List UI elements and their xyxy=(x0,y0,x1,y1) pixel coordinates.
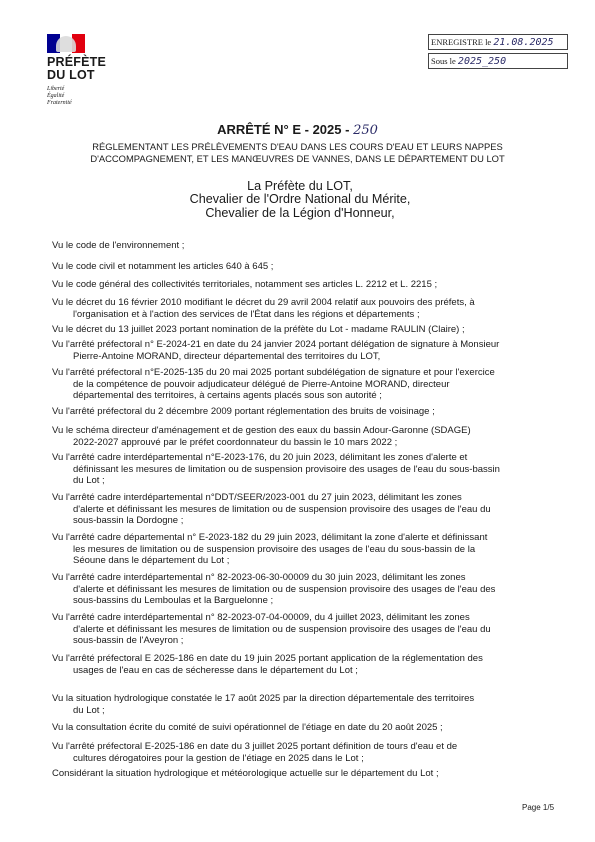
prefecture-name xyxy=(47,56,106,82)
visa-line: d'alerte et définissant les mesures de limitation ou de suspension provisoire des usages de l'eau des xyxy=(73,583,496,595)
visa-item xyxy=(52,492,557,527)
stamp-date: 21.08.2025 xyxy=(493,37,554,48)
registration-stamp xyxy=(428,34,568,69)
visa-line: Vu l'arrêté cadre interdépartemental n°E-2023-176, du 20 juin 2023, délimitant les zones d'alerte et xyxy=(52,452,468,463)
visa-item xyxy=(52,425,557,448)
visa-item xyxy=(52,367,557,402)
prefecture-logo xyxy=(47,34,106,107)
visa-item xyxy=(52,653,557,676)
visa-line: Vu le code général des collectivités territoriales, notamment ses articles L. 2212 et L. 2215 ; xyxy=(52,279,438,290)
decree-subtitle: RÉGLEMENTANT LES PRÉLÈVEMENTS D'EAU DANS LES COURS D'EAU ET LEURS NAPPES D'ACCOMPAGNEMENT, ET LES MANŒUVRES DE VANNES, DANS LE DÉPARTEMENT DU LOT xyxy=(90,141,505,164)
visa-item xyxy=(52,339,557,362)
visa-item xyxy=(52,612,557,647)
motto xyxy=(47,86,106,107)
visa-line: Vu l'arrêté cadre interdépartemental n° 82-2023-07-04-00009, du 4 juillet 2023, délimitant les zones xyxy=(52,612,470,623)
visa-line: sous-bassin la Dordogne ; xyxy=(73,515,184,527)
visa-line: Vu l'arrêté préfectoral E 2025-186 en date du 19 juin 2025 portant application de la réglementation des xyxy=(52,653,483,664)
visa-line: sous-bassin de l'Aveyron ; xyxy=(73,635,184,647)
visa-line: Vu le décret du 16 février 2010 modifiant le décret du 29 avril 2004 relatif aux pouvoirs des préfets, à xyxy=(52,297,475,308)
stamp-number: Sous le 2025_250 xyxy=(428,53,568,69)
visa-line: Vu le code de l'environnement ; xyxy=(52,240,185,251)
visa-line: d'alerte et définissant les mesures de limitation ou de suspension provisoire des usages de l'eau du xyxy=(73,503,491,515)
visa-line: cultures dérogatoires pour la gestion de l'étiage en 2025 dans le Lot ; xyxy=(73,752,364,764)
visa-line: Vu le code civil et notamment les articles 640 à 645 ; xyxy=(52,261,274,272)
prefecture-line1: PRÉFÈTE xyxy=(47,55,107,69)
motto-line: Égalité xyxy=(47,93,65,99)
visa-line: Vu l'arrêté cadre interdépartemental n°DDT/SEER/2023-001 du 27 juin 2023, délimitant les zones xyxy=(52,492,462,503)
visa-item xyxy=(52,572,557,607)
visa-line: Vu la consultation écrite du comité de suivi opérationnel de l'étiage en date du 20 août 2025 ; xyxy=(52,722,443,733)
visa-line: 2022-2027 approuvé par le préfet coordonnateur du bassin le 10 mars 2022 ; xyxy=(73,436,398,448)
motto-line: Fraternité xyxy=(47,100,72,106)
visa-line: de la compétence de pouvoir adjudicateur délégué de Pierre-Antoine MORAND, directeur xyxy=(73,378,450,390)
visa-line: définissant les mesures de limitation ou de suspension provisoire des usages de l'eau du sous-bassin xyxy=(73,463,500,475)
visa-item xyxy=(52,406,557,418)
page-number: Page 1/5 xyxy=(522,803,555,812)
stamp-registered: ENREGISTRE le 21.08.2025 xyxy=(428,34,568,50)
visa-item xyxy=(52,297,557,320)
visa-line: les mesures de limitation ou de suspension provisoire des usages de l'eau du sous-bassin de la xyxy=(73,543,476,555)
visa-item xyxy=(52,324,557,336)
visa-line: Vu l'arrêté préfectoral du 2 décembre 2009 portant réglementation des bruits de voisinage ; xyxy=(52,406,435,417)
visa-line: Séoune dans le département du Lot ; xyxy=(73,555,230,567)
visa-item xyxy=(52,693,557,716)
visa-line: Vu l'arrêté cadre interdépartemental n° 82-2023-06-30-00009 du 30 juin 2023, délimitant les zones xyxy=(52,572,466,583)
visa-line: Vu l'arrêté préfectoral n°E-2025-135 du 20 mai 2025 portant subdélégation de signature et pour l'exercice xyxy=(52,367,495,378)
visa-line: d'alerte et définissant les mesures de limitation ou de suspension provisoire des usages de l'eau du xyxy=(73,623,491,635)
visa-item xyxy=(52,532,557,567)
visa-line: Vu l'arrêté cadre départemental n° E-2023-182 du 29 juin 2023, délimitant la zone d'alerte et définissant xyxy=(52,532,488,543)
visa-line: Considérant la situation hydrologique et météorologique actuelle sur le département du Lot ; xyxy=(52,768,439,779)
visa-item xyxy=(52,722,557,734)
visa-line: Vu l'arrêté préfectoral E-2025-186 en date du 3 juillet 2025 portant définition de tours d'eau et de xyxy=(52,741,458,752)
stamp-number-value: 2025_250 xyxy=(457,56,507,67)
visa-item xyxy=(52,768,557,780)
visa-line: départemental des territoires, à certains agents placés sous son autorité ; xyxy=(73,390,382,402)
prefecture-line2: DU LOT xyxy=(47,68,95,82)
visa-line: du Lot ; xyxy=(73,704,105,716)
authority-block: La Préfète du LOT, Chevalier de l'Ordre National du Mérite, Chevalier de la Légion d'Honneur, xyxy=(189,179,411,220)
visa-item xyxy=(52,279,557,291)
visa-line: usages de l'eau en cas de sécheresse dans le département du Lot ; xyxy=(73,664,358,676)
visa-line: Vu le schéma directeur d'aménagement et de gestion des eaux du bassin Adour-Garonne (SDAGE) xyxy=(52,425,471,436)
visa-line: Pierre-Antoine MORAND, directeur départemental des territoires du LOT, xyxy=(73,350,381,362)
visa-line: du Lot ; xyxy=(73,475,105,487)
visa-item xyxy=(52,741,557,764)
visa-item xyxy=(52,261,557,273)
visa-line: l'organisation et à l'action des services de l'État dans les régions et départements ; xyxy=(73,308,420,320)
visa-item xyxy=(52,240,557,252)
visa-line: Vu le décret du 13 juillet 2023 portant nomination de la préfète du Lot - madame RAULIN (Claire) ; xyxy=(52,324,465,335)
motto-line: Liberté xyxy=(47,86,65,92)
visa-line: Vu la situation hydrologique constatée le 17 août 2025 par la direction départementale des territoires xyxy=(52,693,475,704)
decree-title: ARRÊTÉ N° E - 2025 - 250 xyxy=(217,122,378,138)
visa-item xyxy=(52,452,557,487)
visa-line: Vu l'arrêté préfectoral n° E-2024-21 en date du 24 janvier 2024 portant délégation de signature à Monsieur xyxy=(52,339,500,350)
visa-line: sous-bassins du Lemboulas et la Barguelonne ; xyxy=(73,595,274,607)
marianne-flag-icon xyxy=(47,34,85,53)
decree-number: 250 xyxy=(353,123,378,138)
